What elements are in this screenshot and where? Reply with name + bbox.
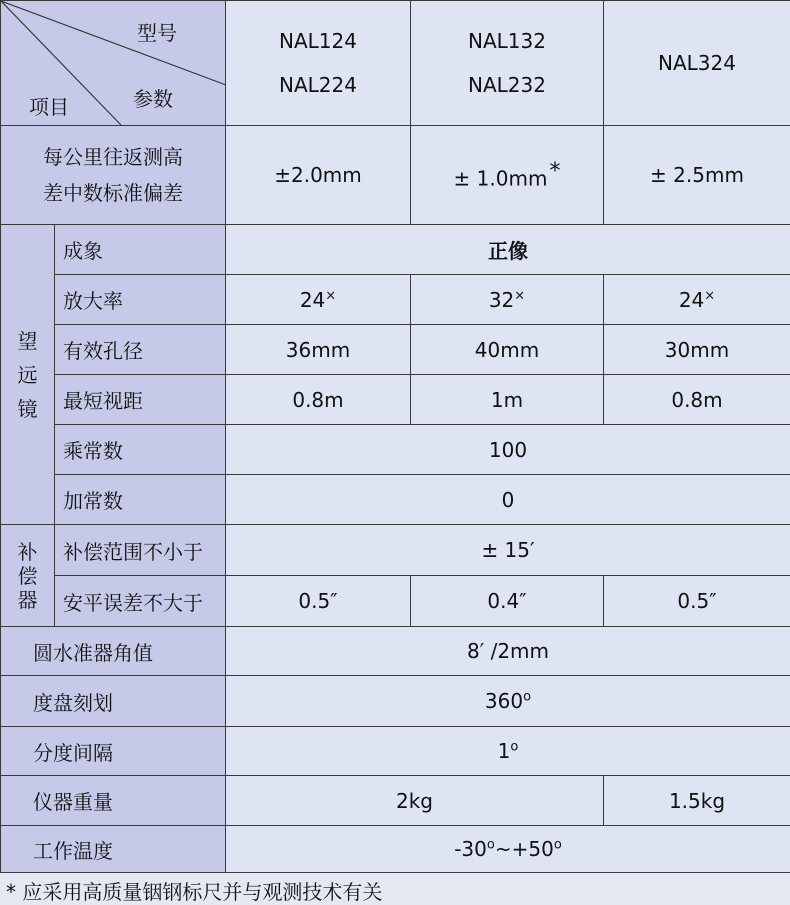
aperture-value-1: 36mm	[226, 325, 411, 375]
mag-value-3: 24	[679, 288, 704, 312]
comp-precision-value-2: 0.4″	[411, 576, 604, 627]
model-1-line2: NAL224	[226, 63, 410, 107]
mult-const-label: 乘常数	[55, 425, 226, 475]
telescope-char-1: 望	[17, 324, 39, 358]
image-label: 成象	[55, 225, 226, 275]
vial-value: 8′ /2mm	[226, 627, 790, 676]
mag-cell-1	[226, 275, 411, 325]
accuracy-label-line1: 每公里往返测高	[1, 139, 225, 175]
accuracy-row	[1, 126, 790, 225]
telescope-char-3: 镜	[17, 392, 39, 426]
diagonal-header-cell	[1, 1, 226, 126]
aperture-label: 有效孔径	[55, 325, 226, 375]
interval-label: 分度间隔	[1, 727, 226, 776]
accuracy-value-1: ±2.0mm	[226, 126, 411, 225]
circle-row	[1, 676, 790, 727]
min-focus-value-3: 0.8m	[604, 375, 790, 425]
accuracy-value-2: ± 1.0mm	[454, 167, 548, 191]
mag-cell-2	[411, 275, 604, 325]
item-label: 项目	[29, 91, 69, 120]
temp-degree-1: o	[487, 837, 495, 852]
temp-high: ~+50	[495, 837, 554, 861]
image-row	[1, 225, 790, 275]
compensator-group-cell	[1, 525, 55, 627]
aperture-value-3: 30mm	[604, 325, 790, 375]
comp-precision-row	[1, 576, 790, 627]
aperture-row	[1, 325, 790, 375]
interval-value-cell	[226, 727, 790, 776]
add-const-value: 0	[226, 475, 790, 525]
telescope-group-cell	[1, 225, 55, 525]
add-const-row	[1, 475, 790, 525]
comp-char-2: 偿	[17, 565, 39, 587]
model-col-1	[226, 1, 411, 126]
temp-label: 工作温度	[1, 826, 226, 873]
comp-range-value: ± 15′	[226, 525, 790, 576]
mag-row	[1, 275, 790, 325]
interval-degree: o	[510, 739, 518, 754]
min-focus-label: 最短视距	[55, 375, 226, 425]
param-label: 参数	[133, 83, 173, 112]
mag-label: 放大率	[55, 275, 226, 325]
circle-degree: o	[523, 689, 531, 704]
temp-row	[1, 826, 790, 873]
circle-value-cell	[226, 676, 790, 727]
weight-value-2: 1.5kg	[604, 776, 790, 826]
temp-degree-2: o	[554, 837, 562, 852]
model-1-line1: NAL124	[226, 19, 410, 63]
model-2-line1: NAL132	[411, 19, 603, 63]
circle-label: 度盘刻划	[1, 676, 226, 727]
comp-precision-value-3: 0.5″	[604, 576, 790, 627]
accuracy-value-2-cell	[411, 126, 604, 225]
circle-value: 360	[485, 689, 523, 713]
comp-range-row	[1, 525, 790, 576]
comp-range-label: 补偿范围不小于	[55, 525, 226, 576]
comp-precision-label: 安平误差不大于	[55, 576, 226, 627]
mag-value-2: 32	[489, 288, 514, 312]
mag-unit-2: ×	[514, 288, 525, 303]
mult-const-value: 100	[226, 425, 790, 475]
mag-cell-3	[604, 275, 790, 325]
model-3-line1: NAL324	[604, 41, 790, 85]
weight-label: 仪器重量	[1, 776, 226, 826]
min-focus-value-1: 0.8m	[226, 375, 411, 425]
temp-value-cell	[226, 826, 790, 873]
image-value: 正像	[226, 225, 790, 275]
comp-char-1: 补	[17, 541, 39, 563]
add-const-label: 加常数	[55, 475, 226, 525]
mag-value-1: 24	[300, 288, 325, 312]
mult-const-row	[1, 425, 790, 475]
comp-precision-value-1: 0.5″	[226, 576, 411, 627]
interval-value: 1	[498, 739, 511, 763]
interval-row	[1, 727, 790, 776]
mag-unit-3: ×	[704, 288, 715, 303]
accuracy-label-cell	[1, 126, 226, 225]
header-row	[1, 1, 790, 126]
comp-char-3: 器	[17, 589, 39, 611]
mag-unit-1: ×	[325, 288, 336, 303]
vial-label: 圆水准器角值	[1, 627, 226, 676]
model-col-3	[604, 1, 790, 126]
telescope-char-2: 远	[17, 358, 39, 392]
accuracy-value-3: ± 2.5mm	[604, 126, 790, 225]
accuracy-label-line2: 差中数标准偏差	[1, 175, 225, 211]
vial-row	[1, 627, 790, 676]
type-label: 型号	[137, 17, 177, 46]
weight-value-1: 2kg	[226, 776, 604, 826]
temp-low: -30	[454, 837, 487, 861]
accuracy-star: *	[549, 159, 560, 184]
aperture-value-2: 40mm	[411, 325, 604, 375]
footnote: * 应采用高质量铟钢标尺并与观测技术有关	[6, 876, 382, 905]
weight-row	[1, 776, 790, 826]
model-2-line2: NAL232	[411, 63, 603, 107]
model-col-2	[411, 1, 604, 126]
min-focus-row	[1, 375, 790, 425]
min-focus-value-2: 1m	[411, 375, 604, 425]
